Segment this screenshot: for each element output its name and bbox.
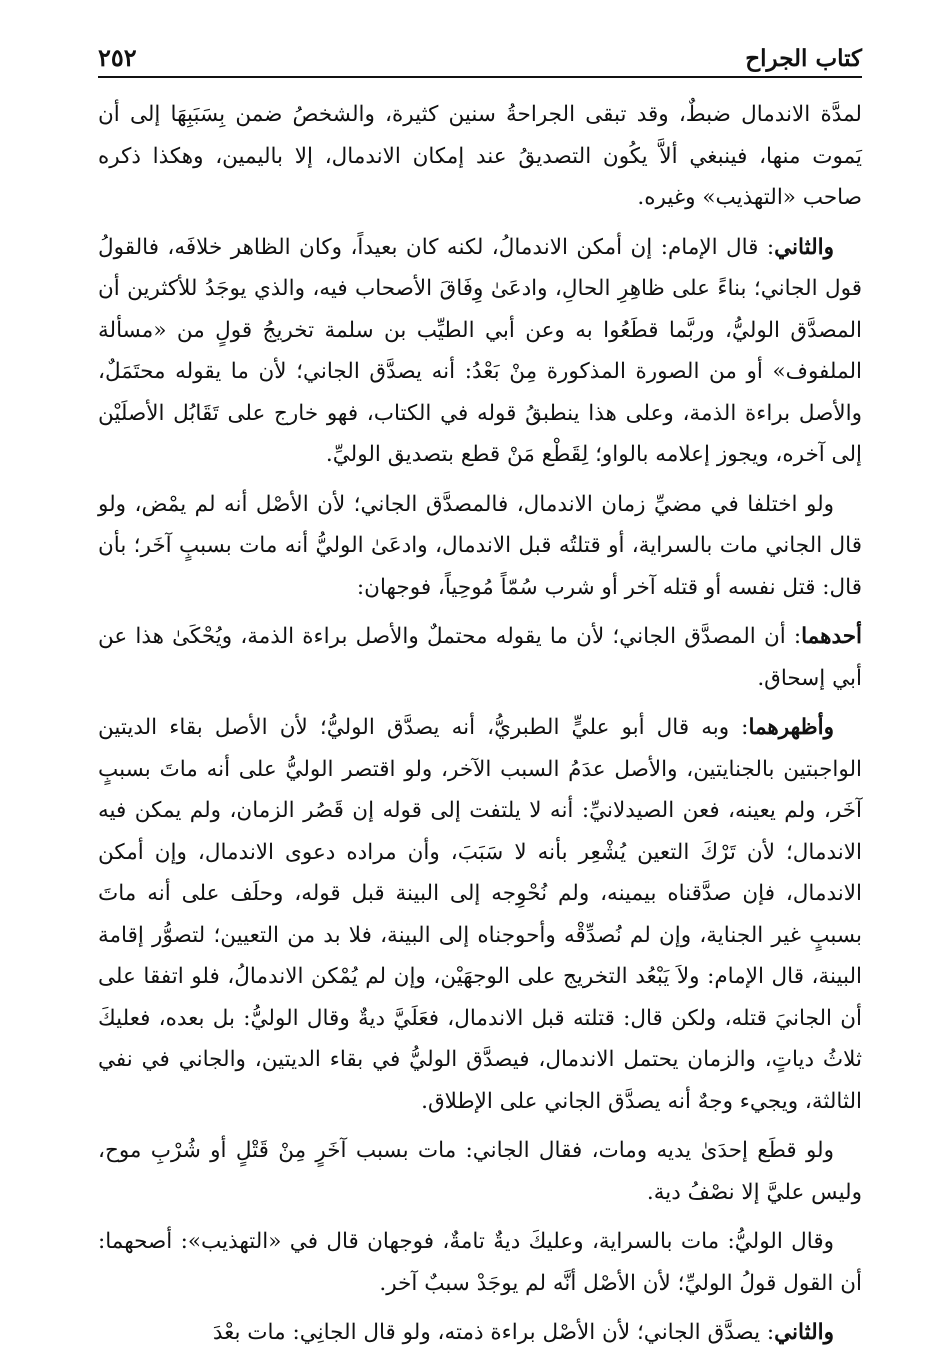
paragraph-text: ولو اختلفا في مضيِّ زمان الاندمال، فالمصدَّق الجاني؛ لأن الأصْل أنه لم يمْض، ولو قال الجاني مات بالسراية، أو قتلتُه قبل الاندمال، وادعَىٰ الوليُّ أنه مات بسببٍ آخَر؛ بأن قال: قتل نفسه أو قتله آخر أو شرب سُمّاً مُوحِياً، فوجهان: (98, 491, 862, 600)
paragraph-text: : وبه قال أبو عليٍّ الطبريُّ، أنه يصدَّق الوليُّ؛ لأن الأصل بقاء الديتين الواجبتين بالجنايتين، والأصل عدَمُ السبب الآخر، ولو اقتصر الوليُّ على أنه ماتَ بسببٍ آخَر، ولم يعينه، فعن الصيدلانيِّ: أنه لا يلتفت إلى قوله إن قَصُر الزمان، ولم يمكن فيه الاندمال؛ لأن تَرْكَ التعين يُشْعِر بأنه لا سَبَبَ، وأن مراده دعوى الاندمال، وإن أمكن الاندمال، فإن صدَّقناه بيمينه، ولم نُحْوِجه إلى البينة قبل قوله، وحلَف على أنه ماتَ بسببٍ غير الجناية، وإن لم نُصدِّقْه وأحوجناه إلى البينة، فلا بد من التعيين؛ لتصوُّر إقامة البينة، قال الإمام: ولاَ يَبْعُد التخريج على الوجهَيْن، وإن لم يُمْكن الاندمالُ، فلو اتفقا على أن الجانيَ قتله، ولكن قال: قتلته قبل الاندمال، فعَلَيَّ ديةٌ وقال الوليُّ: بل بعده، فعليكَ ثلاثُ دياتٍ، والزمان يحتمل الاندمال، فيصدَّق الوليُّ في بقاء الديتين، والجاني في نفي الثالثة، ويجيء وجهٌ أنه يصدَّق الجاني على الإطلاق. (98, 715, 862, 1114)
paragraph (98, 227, 862, 476)
paragraph-lead: وأظهرهما (748, 715, 834, 740)
paragraph-lead: والثاني (774, 234, 834, 260)
page-body (98, 94, 862, 1362)
paragraph (98, 94, 862, 219)
paragraph-text: وقال الوليُّ: مات بالسراية، وعليكَ ديةٌ تامةٌ، فوجهان قال في «التهذيب»: أصحهما: أن القول قولُ الوليِّ؛ لأن الأصْل أنَّه لم يوجَدْ سببٌ آخر. (98, 1229, 862, 1296)
paragraph-lead: والثاني (774, 1320, 834, 1345)
paragraph (98, 1130, 862, 1213)
paragraph-lead: أحدهما (801, 624, 862, 649)
paragraph-text: لمدَّة الاندمال ضبطٌ، وقد تبقى الجراحةُ سنين كثيرة، والشخصُ ضمن بِسَبَبِهَا إلى أن يَموت منها، فينبغي ألاَّ يكُون التصديقُ عند إمكان الاندمال، إلا باليمين، وهكذا ذكره صاحب «التهذيب» وغيره. (98, 102, 862, 210)
paragraph (98, 616, 862, 699)
page-number: ٢٥٢ (98, 43, 137, 72)
running-title: كتاب الجراح (745, 45, 862, 72)
page-header (98, 30, 862, 78)
paragraph-text: : قال الإمام: إن أمكن الاندمالُ، لكنه كان بعيداً، وكان الظاهر خلافَه، فالقولُ قول الجاني؛ بناءً على ظاهِرِ الحالِ، وادعَىٰ وِفَاقَ الأصحاب فيه، والذي يوجَدُ للأكثرين أن المصدَّق الوليُّ، وربَّما قطَعُوا به وعن أبي الطيِّب بن سلمة تخريجُ قولٍ من «مسألة الملفوف» أو من الصورة المذكورة مِنْ بَعْدُ: أنه يصدَّق الجاني؛ لأن ما يقوله محتَمَلٌ، والأصل براءة الذمة، وعلى هذا ينطبقُ قوله في الكتاب، فهو خارج على تَقَابُل الأصلَيْن إلى آخره، ويجوز إعلامه بالواو؛ لِقَطْع مَنْ قطع بتصديق الوليِّ. (98, 234, 862, 467)
paragraph (98, 1221, 862, 1304)
paragraph-text: : أن المصدَّق الجاني؛ لأن ما يقوله محتملٌ والأصل براءة الذمة، ويُحْكَىٰ هذا عن أبي إسحاق. (98, 624, 862, 691)
paragraph-text: : يصدَّق الجاني؛ لأن الأصْل براءة ذمته، ولو قال الجانِي: مات بعْدَ (212, 1320, 775, 1345)
paragraph (98, 1312, 862, 1354)
paragraph (98, 484, 862, 609)
paragraph (98, 707, 862, 1122)
paragraph-text: ولو قطَع إحدَىٰ يديه ومات، فقال الجاني: مات بسبب آخَرٍ مِنْ قَتْلٍ أو شُرْبِ موح، وليس عليَّ إلا نصْفُ دية. (98, 1138, 862, 1205)
